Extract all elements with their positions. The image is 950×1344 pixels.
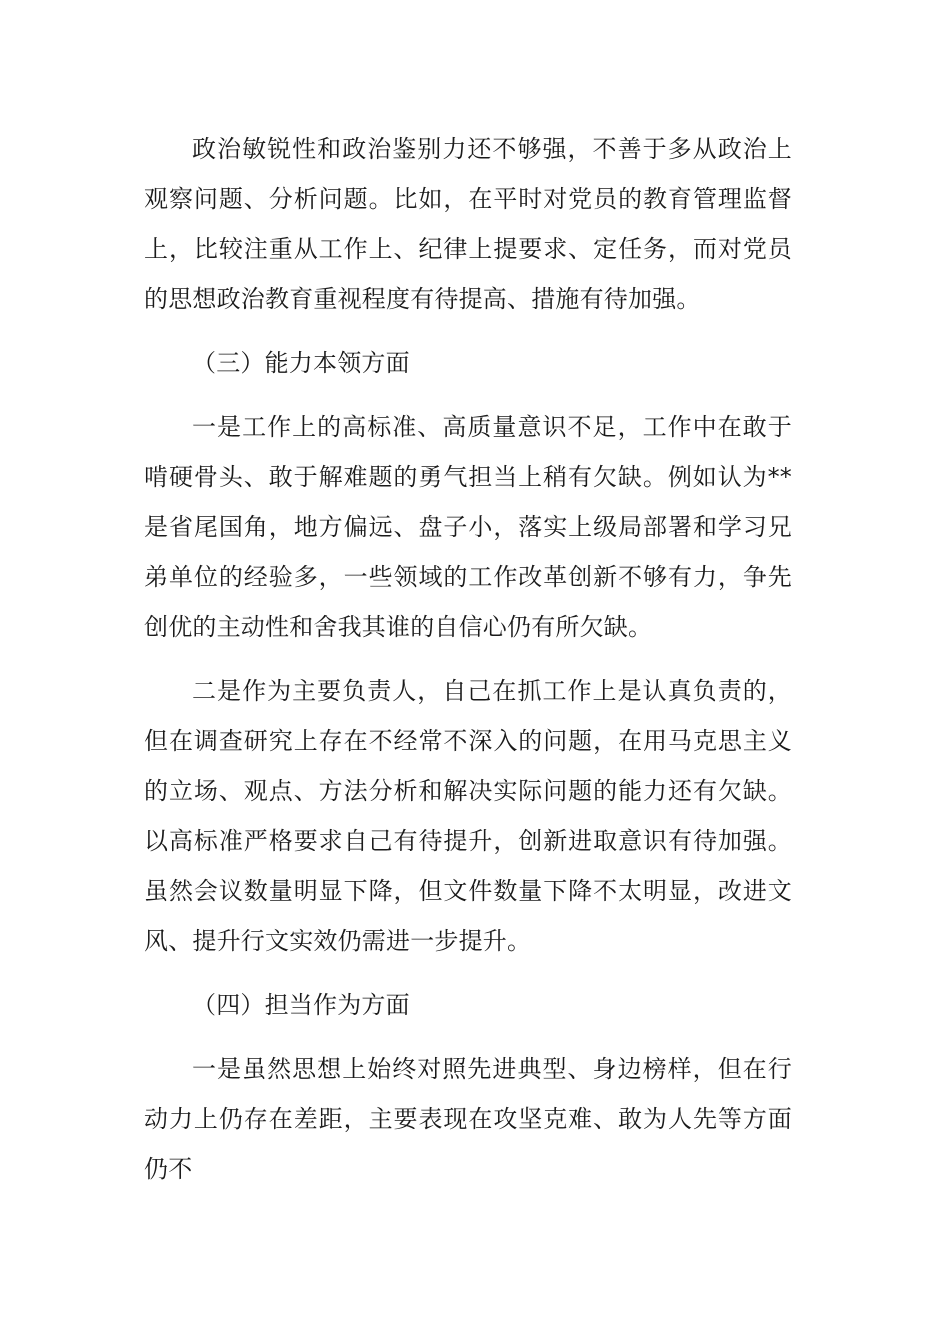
section-heading-responsibility: （四）担当作为方面 bbox=[192, 991, 410, 1019]
paragraph-high-standards: 一是工作上的高标准、高质量意识不足，工作中在敢于啃硬骨头、敢于解难题的勇气担当上稍有欠缺。例如认为**是省尾国角，地方偏远、盘子小，落实上级局部署和学习兄弟单位的经验多，一些领域的工作改革创新不够有力，争先创优的主动性和舍我其谁的自信心仍有所欠缺。 bbox=[144, 413, 792, 641]
paragraph-political-sensitivity: 政治敏锐性和政治鉴别力还不够强，不善于多从政治上观察问题、分析问题。比如，在平时对党员的教育管理监督上，比较注重从工作上、纪律上提要求、定任务，而对党员的思想政治教育重视程度有待提高、措施有待加强。 bbox=[144, 135, 792, 313]
section-heading-ability: （三）能力本领方面 bbox=[192, 349, 410, 377]
paragraph-main-responsible-person: 二是作为主要负责人，自己在抓工作上是认真负责的，但在调查研究上存在不经常不深入的问题，在用马克思主义的立场、观点、方法分析和解决实际问题的能力还有欠缺。以高标准严格要求自己有待提升，创新进取意识有待加强。虽然会议数量明显下降，但文件数量下降不太明显，改进文风、提升行文实效仍需进一步提升。 bbox=[144, 677, 792, 955]
document-body bbox=[144, 124, 792, 1208]
paragraph-action-gap: 一是虽然思想上始终对照先进典型、身边榜样，但在行动力上仍存在差距，主要表现在攻坚克难、敢为人先等方面仍不 bbox=[144, 1055, 792, 1183]
